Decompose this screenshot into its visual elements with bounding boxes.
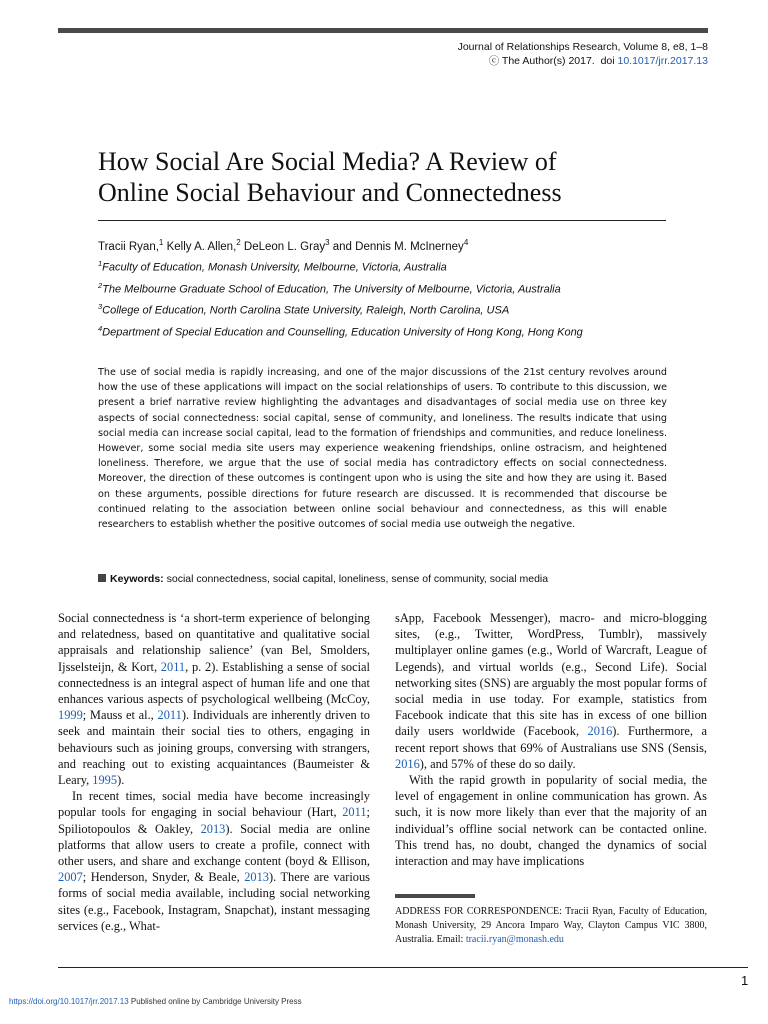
doi-prefix: doi	[600, 55, 615, 67]
journal-info	[458, 40, 708, 68]
citation-link[interactable]: 2013	[200, 821, 226, 836]
author-affil-mark: 4	[463, 238, 469, 247]
abstract: The use of social media is rapidly increasing, and one of the major discussions of the 21st century revolves around how the use of these applications will impact on the social relationships of users. To contribute to this discussion, we present a brief narrative review highlighting the advantages and disadvantages of social media use on three key aspects of social connectedness: social capital, sense of community, and loneliness. The results indicate that using social media can increase social capital, lead to the formation of friendships and communities, and reduce loneliness. However, some social media site users may experience weakening friendships, online ostracism, and heightened loneliness. Therefore, we argue that the use of social media has contradictory effects on social connectedness. Moreover, the direction of these outcomes is contingent upon who is using the site and how they are using it. Based on these arguments, possible directions for future research are discussed. It is recommended that discourse be continued relating to the association between online social behaviour and connectedness, as this will enable researchers to establish whether the positive outcomes of social media use outweigh the negative.	[98, 367, 667, 531]
citation-link[interactable]: 2007	[58, 870, 83, 885]
paper-title	[98, 146, 678, 208]
title-line-2: Online Social Behaviour and Connectedness	[98, 178, 562, 207]
author-list	[98, 235, 468, 255]
affiliation: $^2$The Melbourne Graduate School of Education, The University of Melbourne, Victoria, Australia	[98, 280, 561, 296]
bullet-square-icon	[98, 574, 106, 582]
author-affil-mark: 2	[236, 238, 241, 247]
citation-link[interactable]: 2011	[342, 805, 367, 820]
correspondence-rule	[395, 894, 475, 898]
copyright: ⓒ The Author(s) 2017.	[488, 55, 595, 67]
citation-link[interactable]: 2016	[395, 756, 420, 771]
top-rule	[58, 28, 708, 33]
body-column-right	[395, 610, 707, 869]
keywords-text: social connectedness, social capital, loneliness, sense of community, social media	[166, 573, 549, 585]
citation-link[interactable]: 1999	[58, 708, 83, 723]
title-rule	[98, 220, 666, 221]
citation-link[interactable]: 2011	[160, 659, 186, 674]
affiliation-list	[98, 255, 698, 342]
email-link[interactable]: tracii.ryan@monash.edu	[465, 934, 564, 945]
copyright-line	[458, 54, 708, 68]
body-column-left	[58, 610, 370, 934]
author-name: and Dennis M. McInerney	[332, 240, 464, 253]
footer-doi-link[interactable]: https://doi.org/10.1017/jrr.2017.13	[9, 997, 129, 1006]
journal-line: Journal of Relationships Research, Volume 8, e8, 1–8	[457, 41, 708, 53]
keywords	[98, 572, 548, 586]
affiliation: $^3$College of Education, North Carolina State University, Raleigh, North Carolina, USA	[98, 302, 510, 317]
citation-link[interactable]: 2016	[587, 724, 613, 739]
author-affil-mark: 3	[325, 238, 330, 247]
author-name: DeLeon L. Gray	[243, 240, 326, 253]
body-paragraph: With the rapid growth in popularity of social media, the level of engagement in online communication has grown. As such, it is now more likely than ever that the majority of an individual’s offline social network can be contacted online. This trend has, no doubt, changed the dynamics of social interaction and may have implications	[395, 773, 707, 869]
footer-text: Published online by Cambridge University Press	[130, 997, 302, 1006]
body-paragraph: sApp, Facebook Messenger), macro- and micro-blogging sites, (e.g., Twitter, WordPress, Tumblr), massively multiplayer online games (e.g., World of Warcraft, League of Legends), and virtual worlds (e.g., Second Life). Social networking sites (SNS) are arguably the most popular forms of social media in use today. For example, statistics from Facebook indicate that this site has in excess of one billion daily users worldwide (Facebook, 2016). Furthermore, a recent report shows that 69% of Australians use SNS (Sensis, 2016), and 57% of these do so daily.	[395, 611, 707, 771]
body-paragraph: Social connectedness is ‘a short-term experience of belonging and relatedness, based on quantitative and qualitative social appraisals and relationship salience’ (van Bel, Smolders, Ijsselsteijn, & Kort, 2011, p. 2). Establishing a sense of social connectedness is an integral aspect of human life and one that enhances various aspects of psychological wellbeing (McCoy, 1999; Mauss et al., 2011). Individuals are inherently driven to seek and maintain their social ties to others, engaging in behaviours such as joining groups, conversing with strangers, and reaching out to existing acquaintances (Baumeister & Leary, 1995).	[58, 611, 370, 788]
doi-link[interactable]: 10.1017/jrr.2017.13	[617, 55, 708, 67]
affiliation: $^1$Faculty of Education, Monash University, Melbourne, Victoria, Australia	[98, 259, 447, 274]
affiliation: $^4$Department of Special Education and Counselling, Education University of Hong Kong, Hong Kong	[98, 323, 583, 339]
author-name: Tracii Ryan,	[98, 240, 159, 253]
citation-link[interactable]: 2011	[157, 708, 182, 723]
title-line-1: How Social Are Social Media? A Review of	[98, 147, 557, 176]
correspondence-note: ADDRESS FOR CORRESPONDENCE: Tracii Ryan, Faculty of Education, Monash University, 29 Ancora Imparo Way, Clayton Campus VIC 3800, Australia. Email: tracii.ryan@monash.edu	[395, 906, 707, 945]
citation-link[interactable]: 1995	[92, 773, 118, 788]
author-name: Kelly A. Allen,	[166, 240, 237, 253]
bottom-rule	[58, 967, 748, 968]
author-affil-mark: 1	[158, 238, 164, 247]
page-number: 1	[741, 973, 749, 988]
keywords-label: Keywords:	[110, 573, 164, 585]
body-paragraph: In recent times, social media have become increasingly popular tools for engaging in social behaviour (Hart, 2011; Spiliotopoulos & Oakley, 2013). Social media are online platforms that allow users to create a profile, connect with other users, and share and exchange content (boyd & Ellison, 2007; Henderson, Snyder, & Beale, 2013). There are various forms of social media available, including social networking sites (e.g., Facebook, Instagram, Snapchat), instant messaging services (e.g., What-	[58, 789, 370, 933]
citation-link[interactable]: 2013	[244, 870, 269, 885]
footer	[9, 997, 302, 1006]
